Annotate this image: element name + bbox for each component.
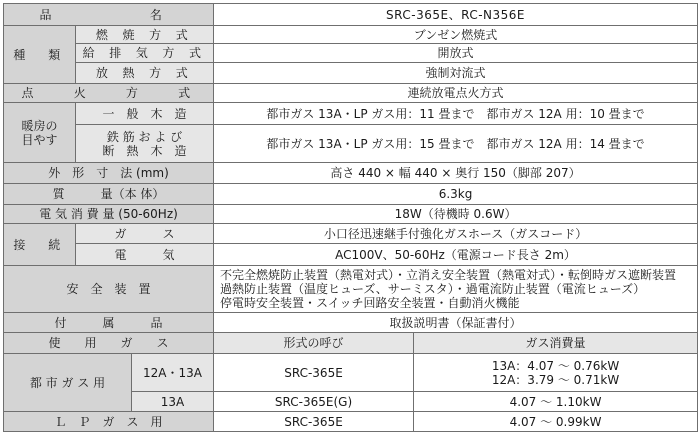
row-weight: [4, 184, 698, 205]
city-gas-consumption-2: 4.07 ～ 1.10kW: [414, 392, 698, 412]
power-label: 電 気 消 費 量 (50-60Hz): [4, 205, 214, 224]
product-name-label: 品 名: [4, 4, 214, 26]
exhaust-label: 放 熱 方 式: [76, 63, 214, 84]
accessories-label: 付 属 品: [4, 313, 214, 333]
ventilation-value: 開放式: [214, 44, 698, 63]
city-gas-consumption-1: [414, 354, 698, 392]
lp-gas-label: Ｌ Ｐ ガ ス 用: [4, 412, 214, 432]
exhaust-value: 強制対流式: [214, 63, 698, 84]
heating-concrete-value: 都市ガス 13A・LP ガス用：15 畳まで 都市ガス 12A 用：14 畳まで: [214, 125, 698, 163]
row-heating-wood: [4, 103, 698, 125]
city-gas-model-1: SRC-365E: [214, 354, 414, 392]
city-gas-label: 都 市 ガ ス 用: [4, 354, 132, 412]
row-safety: [4, 266, 698, 313]
heating-concrete-label: [76, 125, 214, 163]
row-product-name: [4, 4, 698, 26]
city-gas-type-1: 12A・13A: [132, 354, 214, 392]
weight-value: 6.3kg: [214, 184, 698, 205]
heating-guide-label-line2: 目やす: [21, 132, 58, 147]
lp-gas-model: SRC-365E: [214, 412, 414, 432]
ventilation-label: 給 排 気 方 式: [76, 44, 214, 63]
kind-label: 種 類: [4, 26, 76, 84]
row-connection-electric: [4, 244, 698, 266]
ignition-label: 点 火 方 式: [4, 84, 214, 103]
safety-label: 安 全 装 置: [4, 266, 214, 313]
connection-gas-value: 小口径迅速継手付強化ガスホース（ガスコード）: [214, 224, 698, 244]
row-combustion: [4, 26, 698, 44]
heating-concrete-label-line2: 断 熱 木 造: [102, 143, 187, 158]
row-dimensions: [4, 163, 698, 184]
accessories-value: 取扱説明書（保証書付）: [214, 313, 698, 333]
connection-label: 接 続: [4, 224, 76, 266]
city-gas-consumption-line1: 13A：4.07 ～ 0.76kW: [491, 358, 620, 373]
ignition-value: 連続放電点火方式: [214, 84, 698, 103]
gas-consumption-header: ガス消費量: [414, 333, 698, 354]
row-power: [4, 205, 698, 224]
row-heating-concrete: [4, 125, 698, 163]
row-connection-gas: [4, 224, 698, 244]
row-accessories: [4, 313, 698, 333]
connection-electric-value: AC100V、50-60Hz（電源コード長さ 2m）: [214, 244, 698, 266]
combustion-value: ブンゼン燃焼式: [214, 26, 698, 44]
dimensions-label: 外 形 寸 法 (mm): [4, 163, 214, 184]
connection-gas-label: ガ ス: [76, 224, 214, 244]
row-lp-gas: [4, 412, 698, 432]
row-exhaust: [4, 63, 698, 84]
city-gas-type-2: 13A: [132, 392, 214, 412]
row-city-gas-1: [4, 354, 698, 392]
safety-line: 不完全燃焼防止装置（熱電対式）・立消え安全装置（熱電対式）・転倒時ガス遮断装置: [220, 268, 677, 282]
connection-electric-label: 電 気: [76, 244, 214, 266]
gas-usage-label: 使 用 ガ ス: [4, 333, 214, 354]
dimensions-value: 高さ 440 × 幅 440 × 奥行 150（脚部 207）: [214, 163, 698, 184]
city-gas-model-2: SRC-365E(G): [214, 392, 414, 412]
heating-wood-label: 一 般 木 造: [76, 103, 214, 125]
city-gas-consumption-line2: 12A：3.79 ～ 0.71kW: [491, 372, 620, 387]
combustion-label: 燃 焼 方 式: [76, 26, 214, 44]
row-ventilation: [4, 44, 698, 63]
heating-guide-label-line1: 暖房の: [21, 118, 58, 133]
lp-gas-consumption: 4.07 ～ 0.99kW: [414, 412, 698, 432]
power-value: 18W（待機時 0.6W）: [214, 205, 698, 224]
safety-line: 停電時安全装置・スイッチ回路安全装置・自動消火機能: [220, 296, 520, 310]
gas-model-header: 形式の呼び: [214, 333, 414, 354]
spec-table: [3, 3, 698, 432]
weight-label: 質 量（本 体）: [4, 184, 214, 205]
product-name-value: SRC-365E、RC-N356E: [214, 4, 698, 26]
row-gas-header: [4, 333, 698, 354]
heating-guide-label: [4, 103, 76, 163]
row-ignition: [4, 84, 698, 103]
safety-line: 過熱防止装置（温度ヒューズ、サーミスタ）・過電流防止装置（電流ヒューズ）: [220, 282, 646, 296]
safety-value: [214, 266, 698, 313]
heating-wood-value: 都市ガス 13A・LP ガス用：11 畳まで 都市ガス 12A 用：10 畳まで: [214, 103, 698, 125]
heating-concrete-label-line1: 鉄 筋 お よ び: [106, 129, 183, 144]
